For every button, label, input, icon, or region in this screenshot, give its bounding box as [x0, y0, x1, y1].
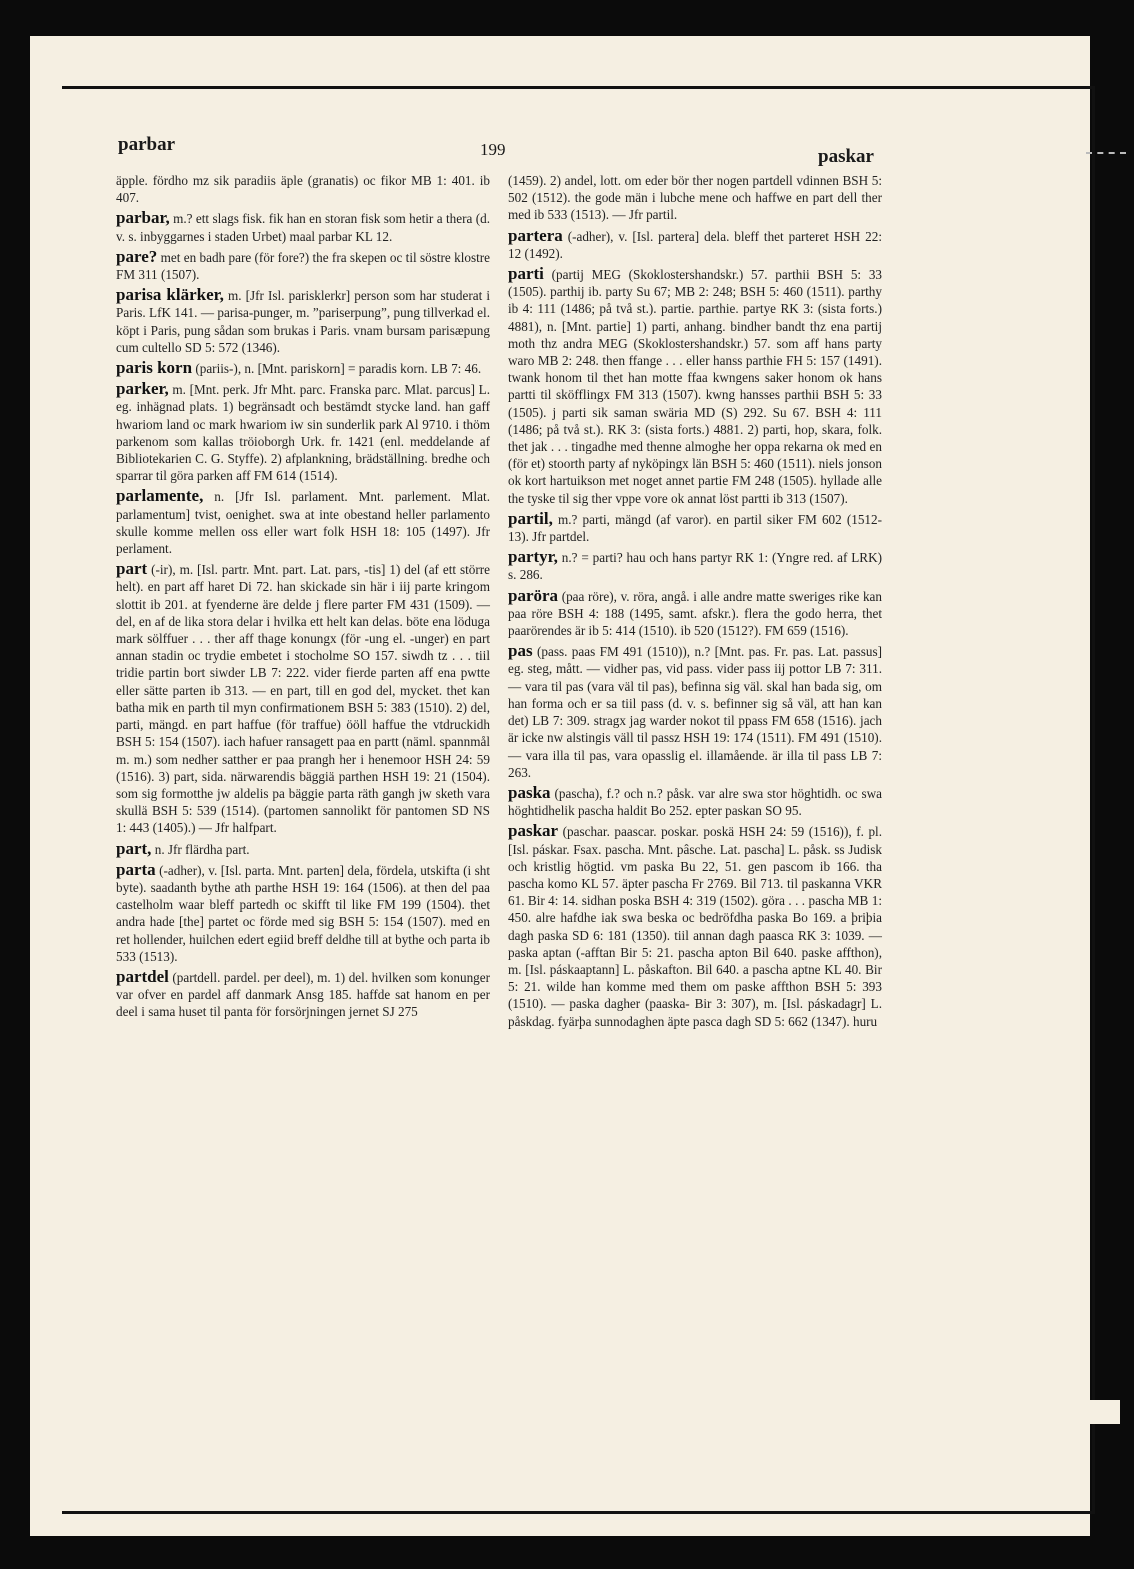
dictionary-entry	[508, 587, 882, 640]
entry-text: m.? ett slags fisk. fik han en storan fisk som hetir a thera (d. v. s. inbyggarnes i staden Urbet) maal parbar KL 12.	[116, 211, 490, 244]
dictionary-entry	[508, 172, 882, 224]
dictionary-entry	[116, 968, 490, 1021]
entry-text: äpple. fördho mz sik paradiis äple (granatis) oc fikor MB 1: 401. ib 407.	[116, 173, 490, 206]
entry-text: n.? = parti? hau och hans partyr RK 1: (Yngre red. af LRK) s. 286.	[508, 550, 883, 583]
dictionary-entry	[508, 265, 882, 507]
dictionary-entry	[116, 286, 490, 356]
entry-text: met en badh pare (för fore?) the fra skepen oc til söstre klostre FM 311 (1507).	[116, 249, 491, 283]
entry-text: (-adher), v. [Isl. parta. Mnt. parten] dela, fördela, utskifta (i sht byte). saadanth bythe ath parthe HSH 19: 164 (1506). at then del paa castelholm waar bleff partedh oc skifft til like FM 199 (1504). thet andra hade [the] partet oc förde med sig BSH 5: 154 (1507). med en ret hollender, huilchen edert egiid breff deldhe till at bythe och parta ib 533 (1513).	[116, 862, 491, 964]
entry-text: (paschar. paascar. poskar. poskä HSH 24: 59 (1516)), f. pl. [Isl. páskar. Fsax. pascha. Mnt. pâsche. Lat. pascha] L. påsk. ss Judisk och kristlig högtid. vm paska Bu 22, 51. gen pascom ib 166. tha pascha komo KL 57. äpter pascha Fr 2769. Bil 713. til paskanna VKR 61. Bir 4: 14. sidhan poska BSH 4: 319 (1502). göra . . . pascha MB 1: 450. alre hafdhe iak swa beska oc bedröfdha paska Bo 169. a þriþia dagh paska SD 6: 181 (1350). tiil annan dagh paasca RK 3: 1039. — paska aptan (-afftan Bir 5: 21. pascha apton Bil 640. paske affthon), m. [Isl. páskaaptann] L. påskafton. Bil 640. a pascha aptne KL 40. Bir 5: 21. wilde han komme med them om paske affthon BSH 5: 393 (1510). — paska dagher (paaska- Bir 3: 307), m. [Isl. páskadagr] L. påskdag. fyärþa sunnodaghen äpte pasca dagh SD 5: 662 (1347). huru	[508, 824, 882, 1029]
dictionary-entry	[116, 359, 490, 377]
entry-text: (1459). 2) andel, lott. om eder bör ther nogen partdell vdinnen BSH 5: 502 (1512). the gode män i lubche mene och haffwe en part dell ther med ib 533 (1513). — Jfr partil.	[508, 173, 882, 223]
left-column	[116, 172, 490, 1024]
entry-text: (-adher), v. [Isl. partera] dela. bleff thet parteret HSH 22: 12 (1492).	[508, 228, 882, 261]
entry-headword: pare?	[116, 246, 158, 266]
right-column	[508, 172, 882, 1033]
dictionary-entry	[116, 840, 490, 858]
right-running-headword: paskar	[818, 146, 874, 167]
entry-headword: parker,	[116, 379, 169, 399]
dictionary-entry	[508, 548, 882, 583]
entry-headword: parlamente,	[116, 486, 204, 506]
entry-text: (partdell. pardel. per deel), m. 1) del. hvilken som konunger var ofver en pardel aff danmark Ansg 185. haffde sat hanom en per deel i sama huset til panta för forsörjningen jernet SJ 275	[116, 969, 491, 1020]
entry-text: m. [Jfr Isl. parisklerkr] person som har studerat i Paris. LfK 141. — parisa-punger, m. ”pariserpung”, pung tillverkad el. köpt i Paris, pung sådan som brukas i Paris. vnam bursam parisæpung cum cultello SD 5: 572 (1346).	[116, 288, 491, 355]
dictionary-entry	[508, 227, 882, 262]
dictionary-entry	[116, 380, 490, 484]
entry-headword: paris korn	[116, 358, 193, 378]
frame-gap	[1030, 1400, 1120, 1424]
dictionary-entry	[116, 560, 490, 836]
entry-text: (pascha), f.? och n.? påsk. var alre swa stor höghtidh. oc swa höghtidhelik pascha haldit Bo 252. epter paskan SO 95.	[508, 785, 883, 819]
entry-text: m.? parti, mängd (af varor). en partil siker FM 602 (1512-13). Jfr partdel.	[508, 511, 883, 545]
page-number: 199	[480, 140, 506, 159]
dictionary-entry	[116, 248, 490, 283]
dictionary-entry	[508, 822, 882, 1029]
entry-headword: parisa klärker,	[116, 285, 224, 305]
entry-headword: parta	[116, 859, 156, 879]
entry-text: (pass. paas FM 491 (1510)), n.? [Mnt. pas. Fr. pas. Lat. passus] eg. steg, mått. — vidher pas, vid pass. vider pass iij pottor LB 7: 311. — vara til pas (vara väl til pas), befinna sig väl. skal han bada sig, om han forma och er sa tiil pass (d. v. s. befinner sig så väl, att han kan det) LB 7: 309. stragx jag warder nokot til ppass FM 658 (1516). jach är icke nw alstingis väll til passz HSH 19: 174 (1511). FM 491 (1510). — vara illa til pas, vara opasslig el. illamående. är illa til pass LB 7: 263.	[508, 644, 883, 780]
entry-headword: paröra	[508, 585, 559, 605]
dictionary-entry	[508, 642, 882, 781]
entry-headword: parbar,	[116, 208, 170, 228]
entry-headword: partyr,	[508, 547, 558, 567]
entry-headword: paska	[508, 782, 551, 802]
entry-text: n. Jfr flärdha part.	[154, 841, 250, 857]
dictionary-entry	[116, 861, 490, 965]
entry-headword: part	[116, 559, 148, 579]
entry-text: n. [Jfr Isl. parlament. Mnt. parlement. Mlat. parlamentum] tvist, oenighet. swa at inte obestand heller parlamento skulle komme mellen oss eller wart folk HSH 18: 105 (1497). Jfr perlament.	[116, 489, 490, 557]
page-header	[118, 128, 878, 168]
entry-text: m. [Mnt. perk. Jfr Mht. parc. Franska parc. Mlat. parcus] L. eg. inhägnad plats. 1) begränsadt och bestämdt stycke land. han gaff hwariom land oc mark hwariom iw sin sunderlik park Al 9710. i thöm parkenom som kallas tröioborgh Urk. fr. 1421 (enl. meddelande af Bibliotekarien C. G. Styffe). 2) afplankning, brädställning. bredhe och sparrar til göra parken aff FM 614 (1514).	[116, 382, 490, 484]
dictionary-entry	[116, 487, 490, 557]
entry-headword: part,	[116, 838, 152, 858]
dictionary-entry	[508, 784, 882, 819]
left-running-headword: parbar	[118, 134, 175, 155]
edge-marks	[1086, 152, 1126, 158]
dictionary-entry	[116, 209, 490, 244]
dictionary-entry	[116, 172, 490, 206]
entry-headword: partil,	[508, 508, 553, 528]
entry-headword: pas	[508, 641, 533, 661]
entry-headword: paskar	[508, 821, 559, 841]
entry-headword: partera	[508, 225, 563, 245]
entry-text: (paa röre), v. röra, angå. i alle andre matte sweriges rike kan paa röre BSH 4: 188 (1495, samt. afskr.). flera the godo herra, thet paarörendes är ib 5: 414 (1510). ib 520 (1512?). FM 659 (1516).	[508, 588, 883, 639]
entry-headword: parti	[508, 264, 544, 284]
entry-text: (-ir), m. [Isl. partr. Mnt. part. Lat. pars, -tis] 1) del (af ett större helt). en part aff haret Di 72. han skickade sin här i iij parte kringom slottit ib 201. at fyenderne äre delde j flere parter FM 431 (1509). — del, en af de lika stora delar i hvilka ett helt kan delas. böte ena löduga mark sölffuer . . . ther aff thage konungx (för -ung el. -unger) en part annan stadin oc trydie embetet i stocholme SO 157. siwdh tz . . . tiil tridie partin bort siwder LB 7: 222. vider fierde parten aff ena pwtte eller sätte parten ib 313. — en part, till en god del, mycket. thet kan batha mik en parth til myn confirmationem BSH 5: 383 (1510). 2) del, parti, mängd. en part haffue (för traffue) ööll haffue the vtdruckidh BSH 5: 154 (1507). iach hafuer ransagett paa en partt (näml. spannmål m. m.) som nedher satther er paa prangh her i henemoor HSH 24: 59 (1516). 3) part, sida. närwarendis bäggiä parthen HSH 19: 21 (1504). som sig formotthe jw aldelis pa bäggie parta räth gangh jw sketh vara skullä BSH 5: 539 (1514). (partomen sannolikt för pantomen SD NS 1: 443 (1405).) — Jfr halfpart.	[116, 562, 490, 836]
dictionary-entry	[508, 510, 882, 545]
entry-text: (pariis-), n. [Mnt. pariskorn] = paradis korn. LB 7: 46.	[195, 361, 482, 377]
entry-text: (partij MEG (Skoklostershandskr.) 57. parthii BSH 5: 33 (1505). parthij ib. party Su 67; MB 2: 248; BSH 5: 460 (1511). parthy ib 4: 111 (1486; på två st.). partie. parthie. partye RK 3: (sista forts.) 4881), n. [Mnt. partie] 1) parti, anhang. bindher bandt thz ena partij moth thz andra MEG (Skoklostershandskr.) 57. som aff hans party waro MB 2: 248. then ffange . . . eller hanss parthie FH 5: 157 (1491). twank honom til thet han motte ffaa kwngens saker honom ok hans partti til sköfflingx FM 313 (1507). kwng hansses parthii BSH 5: 33 (1505). j parti sik saman swäria MD (S) 292. Su 67. BSH 4: 111 (1486; på två st.). RK 3: (sista forts.) 4881. 2) parti, hop, skara, folk. thet jak . . . tingadhe med thenne almoghe her oppa rekarna ok med en (för et) stoorth party af nyköpingx län BSH 5: 460 (1511). niels jonson ok kort hartuikson met noget annet partie FM 248 (1505). hyllade alle the tyske til sig ther vppe vore ok annat löst partti ib 313 (1507).	[508, 267, 883, 506]
entry-headword: partdel	[116, 966, 169, 986]
